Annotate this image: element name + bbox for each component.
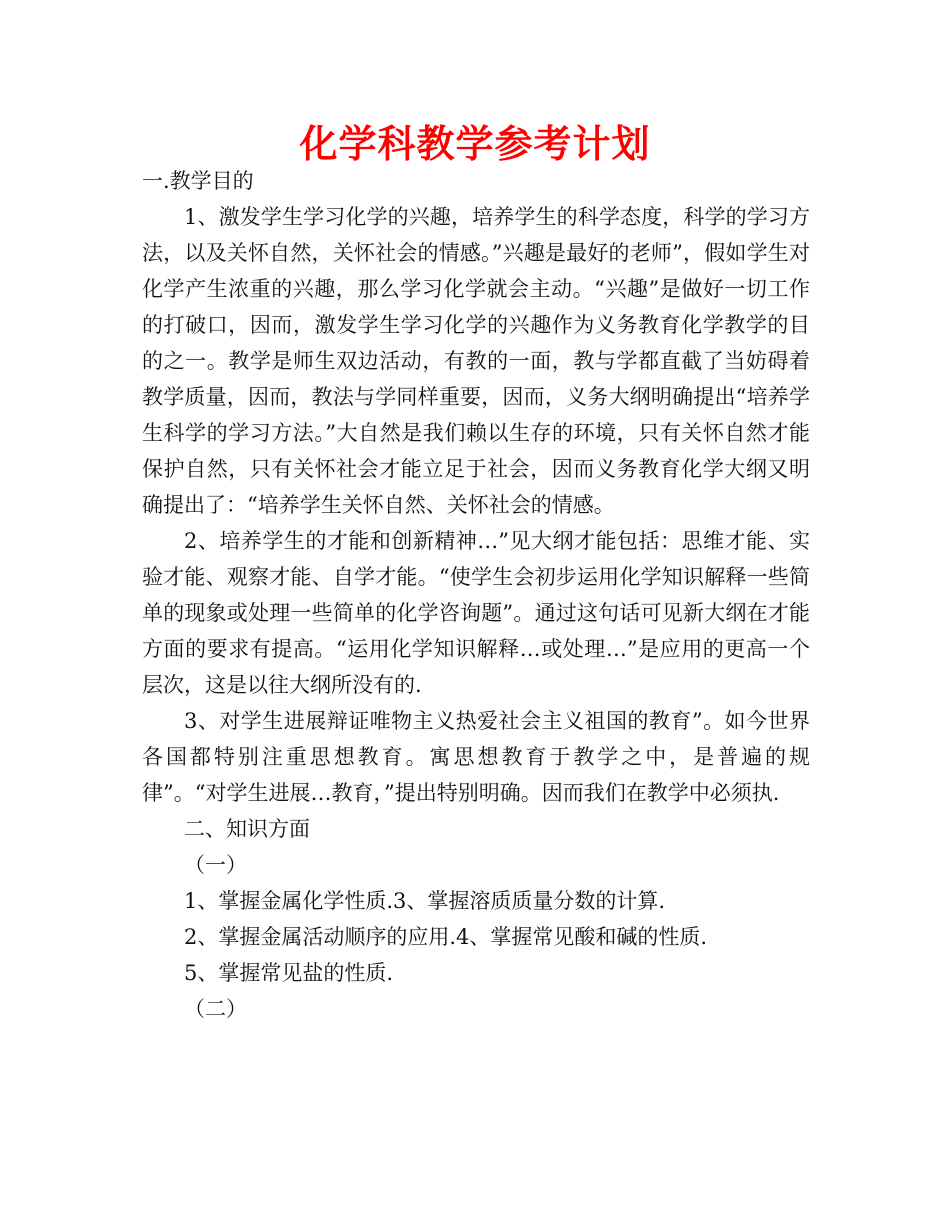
subsection-heading-1: （一）: [184, 853, 247, 877]
list-item: 2、掌握金属活动顺序的应用.4、掌握常见酸和碱的性质.: [184, 925, 708, 949]
document-title: 化学科教学参考计划: [299, 122, 651, 166]
section-heading-purpose: 一.教学目的: [142, 169, 254, 193]
paragraph-2: 2、培养学生的才能和创新精神…”见大纲才能包括：思维才能、实验才能、观察才能、自学才能。“使学生会初步运用化学知识解释一些简单的现象或处理一些简单的化学咨询题”。通过这句话可见新大纲在才能方面的要求有提高。“运用化学知识解释…或处理…”是应用的更高一个层次，这是以往大纲所没有的.: [142, 529, 810, 697]
paragraph-3: 3、对学生进展辩证唯物主义热爱社会主义祖国的教育”。如今世界各国都特别注重思想教育。寓思想教育于教学之中，是普遍的规律”。“对学生进展…教育，”提出特别明确。因而我们在教学中必须执.: [142, 709, 810, 805]
paragraph-1: 1、激发学生学习化学的兴趣，培养学生的科学态度，科学的学习方法，以及关怀自然，关怀社会的情感。”兴趣是最好的老师”，假如学生对化学产生浓重的兴趣，那么学习化学就会主动。“兴趣”是做好一切工作的打破口，因而，激发学生学习化学的兴趣作为义务教育化学教学的目的之一。教学是师生双边活动，有教的一面，教与学都直截了当妨碍着教学质量，因而，教法与学同样重要，因而，义务大纲明确提出“培养学生科学的学习方法。”大自然是我们赖以生存的环境，只有关怀自然才能保护自然，只有关怀社会才能立足于社会，因而义务教育化学大纲又明确提出了：“培养学生关怀自然、关怀社会的情感。: [142, 205, 810, 517]
document-body: [142, 163, 810, 1027]
list-item: 1、掌握金属化学性质.3、掌握溶质质量分数的计算.: [184, 889, 666, 913]
section-heading-knowledge: 二、知识方面: [184, 817, 310, 841]
list-item: 5、掌握常见盐的性质.: [184, 961, 394, 985]
subsection-heading-2: （二）: [184, 997, 247, 1021]
